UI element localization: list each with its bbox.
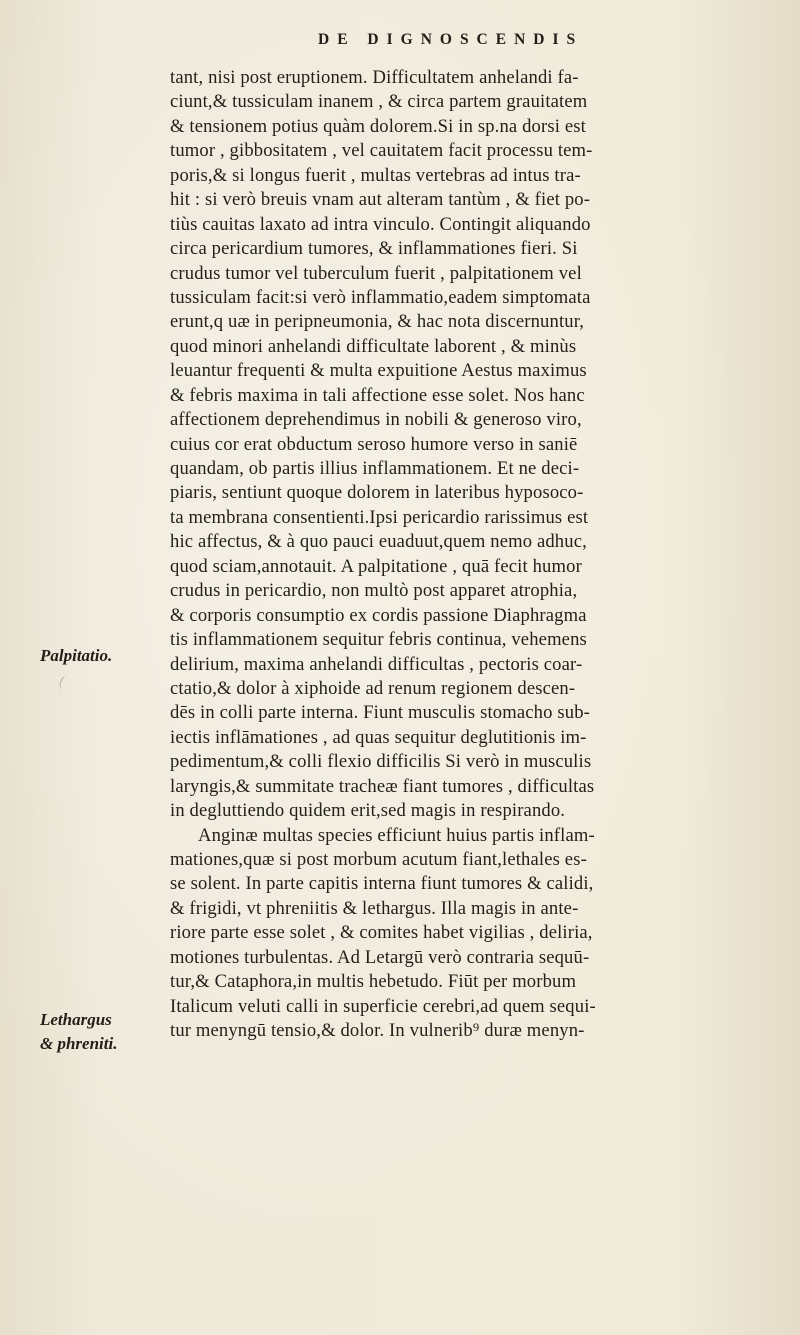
text-line: quod minori anhelandi difficultate laborent , & minùs [170, 335, 577, 357]
text-line: tussiculam facit:si verò inflammatio,eadem simptomata [170, 286, 591, 308]
text-line: laryngis,& summitate tracheæ fiant tumores , difficultas [170, 775, 595, 797]
text-line: quod sciam,annotauit. A palpitatione , quā fecit humor [170, 555, 582, 577]
running-head: DE DIGNOSCENDIS [318, 31, 584, 48]
text-line: ctatio,& dolor à xiphoide ad renum regionem descen- [170, 677, 576, 699]
text-line: hit : si verò breuis vnam aut alteram tantùm , & fiet po- [170, 189, 591, 211]
text-line: tumor , gibbositatem , vel cauitatem facit processu tem- [170, 140, 593, 162]
text-line: pedimentum,& colli flexio difficilis Si verò in musculis [170, 751, 592, 773]
text-line: hic affectus, & à quo pauci euaduut,quem nemo adhuc, [170, 531, 587, 553]
text-line: piaris, sentiunt quoque dolorem in lateribus hyposoco- [170, 482, 584, 504]
text-line: & tensionem potius quàm dolorem.Si in sp.na dorsi est [170, 115, 586, 137]
margin-note-lethargus [40, 1008, 160, 1056]
text-line: Italicum veluti calli in superficie cerebri,ad quem sequi- [170, 995, 596, 1017]
text-line: quandam, ob partis illius inflammationem. Et ne deci- [170, 458, 580, 479]
text-line: & corporis consumptio ex cordis passione Diaphragma [170, 604, 587, 626]
text-line: crudus tumor vel tuberculum fuerit , palpitationem vel [170, 262, 582, 284]
text-line: cuius cor erat obductum seroso humore verso in saniē [170, 433, 578, 455]
text-line: tiùs cauitas laxato ad intra vinculo. Contingit aliquando [170, 213, 591, 235]
text-line: tis inflammationem sequitur febris continua, vehemens [170, 629, 587, 651]
text-line: circa pericardium tumores, & inflammationes fieri. Si [170, 238, 578, 260]
text-line: motiones turbulentas. Ad Letargū verò contraria sequū- [170, 946, 590, 968]
text-line: crudus in pericardio, non multò post apparet atrophia, [170, 580, 578, 602]
text-line: Anginæ multas species efficiunt huius partis inflam- [198, 824, 595, 846]
body-text [170, 66, 770, 1044]
text-line: ciunt,& tussiculam inanem , & circa partem grauitatem [170, 91, 588, 113]
margin-note-line: & phreniti. [40, 1034, 118, 1053]
text-line: riore parte esse solet , & comites habet vigilias , deliria, [170, 922, 593, 944]
margin-note-line: Lethargus [40, 1010, 112, 1029]
text-line: tant, nisi post eruptionem. Difficultatem anhelandi fa- [170, 67, 579, 88]
text-line: affectionem deprehendimus in nobili & generoso viro, [170, 409, 582, 431]
text-line: mationes,quæ si post morbum acutum fiant,lethales es- [170, 849, 587, 870]
text-line: erunt,q uæ in peripneumonia, & hac nota discernuntur, [170, 311, 585, 333]
text-line: in degluttiendo quidem erit,sed magis in respirando. [170, 800, 566, 822]
text-line: dēs in colli parte interna. Fiunt musculis stomacho sub- [170, 702, 590, 724]
margin-note-palpitatio: Palpitatio. [40, 646, 113, 665]
text-line: leuantur frequenti & multa expuitione Aestus maximus [170, 360, 587, 382]
text-line: tur menyngū tensio,& dolor. In vulnerib⁹ duræ menyn- [170, 1020, 585, 1042]
text-line: tur,& Cataphora,in multis hebetudo. Fiūt per morbum [170, 971, 577, 993]
text-line: ta membrana consentienti.Ipsi pericardio rarissimus est [170, 506, 589, 528]
margin-ink-mark [58, 675, 71, 691]
text-line: iectis inflāmationes , ad quas sequitur deglutitionis im- [170, 726, 587, 748]
text-line: poris,& si longus fuerit , multas vertebras ad intus tra- [170, 164, 581, 186]
text-line: & febris maxima in tali affectione esse solet. Nos hanc [170, 384, 585, 406]
text-line: delirium, maxima anhelandi difficultas , pectoris coar- [170, 653, 583, 675]
text-line: se solent. In parte capitis interna fiunt tumores & calidi, [170, 873, 594, 895]
text-line: & frigidi, vt phreniitis & lethargus. Illa magis in ante- [170, 897, 579, 919]
